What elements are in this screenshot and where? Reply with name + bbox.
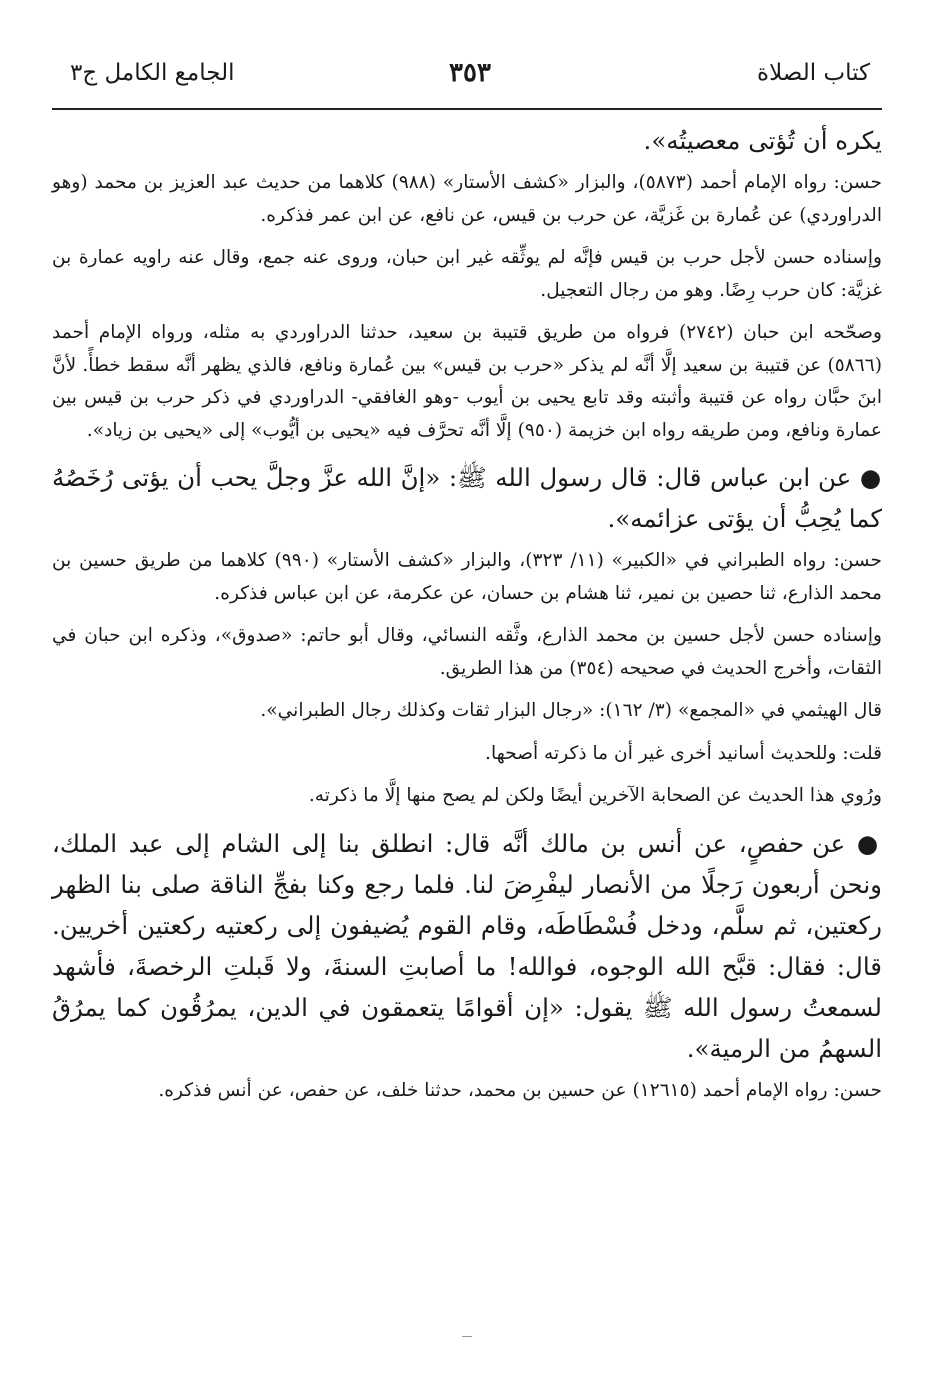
paragraph-text: وصحّحه ابن حبان (٢٧٤٢) فرواه من طريق قتيبة بن سعيد، حدثنا الدراوردي به مثله، ورواه الإمام أحمد (٥٨٦٦) عن قتيبة بن سعيد إلَّا أنَّه لم يذكر «حرب بن قيس» بين عُمارة ونافع، فالذي يظهر أنَّه سقط خطأً. لأنَّ ابنَ حبَّان رواه عن قتيبة وأثبته وقد تابع يحيى بن أيوب -وهو الغافقي- الدراوردي في ذكر حرب بن قيس بين عمارة ونافع، ومن طريقه رواه ابن خزيمة (٩٥٠) إلَّا أنَّه تحرَّف فيه «يحيى بن أيُّوب» إلى «يحيى بن زياد». <box>52 322 882 441</box>
paragraph-text: عن ابن عباس قال: قال رسول الله ﷺ: «إنَّ الله عزَّ وجلَّ يحب أن يؤتى رُخَصُهُ كما يُحِبُّ أن يؤتى عزائمه». <box>52 463 882 533</box>
paragraph-text: وإسناده حسن لأجل حرب بن قيس فإنَّه لم يوثِّقه غير ابن حبان، وروى عنه جمع، وقال عنه راويه عمارة بن غزيَّة: كان حرب رِضًا. وهو من رجال التعجيل. <box>52 247 882 301</box>
footer-mark <box>462 1336 472 1337</box>
hadith-text <box>52 457 882 539</box>
paragraph-text: عن حفصٍ، عن أنس بن مالك أنَّه قال: انطلق بنا إلى الشام إلى عبد الملك، ونحن أربعون رَجلًا من الأنصار ليفْرِضَ لنا. فلما رجع وكنا بفجِّ الناقة صلى بنا الظهر ركعتين، ثم سلَّم، ودخل فُسْطَاطَه، وقام القوم يُضيفون إلى ركعتيه ركعتين أخريين. قال: فقال: قبَّح الله الوجوه، فوالله! ما أصابتِ السنةَ، ولا قَبلتِ الرخصةَ، فأشهد لسمعتُ رسول الله ﷺ يقول: «إن أقوامًا يتعمقون في الدين، يمرُقُون كما يمرُقُ السهمُ من الرمية». <box>52 828 882 1063</box>
paragraph-text: حسن: رواه الإمام أحمد (١٢٦١٥) عن حسين بن محمد، حدثنا خلف، عن حفص، عن أنس فذكره. <box>158 1079 882 1101</box>
page-number: ٣٥٣ <box>449 58 491 88</box>
takhrij-note <box>52 242 882 307</box>
paragraph-text: وإسناده حسن لأجل حسين بن محمد الذارع، وثَّقه النسائي، وقال أبو حاتم: «صدوق»، وذكره ابن حبان في الثقات، وأخرج الحديث في صحيحه (٣٥٤) من هذا الطريق. <box>52 625 882 679</box>
takhrij-note <box>52 167 882 232</box>
takhrij-note <box>52 695 882 728</box>
book-title: كتاب الصلاة <box>757 60 870 86</box>
page-header <box>70 60 870 100</box>
bullet-marker: ● <box>859 463 882 492</box>
takhrij-note <box>52 545 882 610</box>
header-rule <box>52 108 882 110</box>
paragraph-text: حسن: رواه الطبراني في «الكبير» (١١/ ٣٢٣)، والبزار «كشف الأستار» (٩٩٠) كلاهما من طريق حسين بن محمد الذارع، ثنا حصين بن نمير، ثنا هشام بن حسان، عن عكرمة، عن ابن عباس فذكره. <box>52 550 882 604</box>
takhrij-note <box>52 317 882 447</box>
paragraph-text: قلت: وللحديث أسانيد أخرى غير أن ما ذكرته أصحها. <box>485 742 882 764</box>
page-body <box>52 120 882 1117</box>
hadith-text <box>52 823 882 1069</box>
takhrij-note <box>52 738 882 771</box>
paragraph-text: قال الهيثمي في «المجمع» (٣/ ١٦٢): «رجال البزار ثقات وكذلك رجال الطبراني». <box>260 700 882 721</box>
takhrij-note <box>52 1075 882 1108</box>
paragraph-text: ورُوي هذا الحديث عن الصحابة الآخرين أيضًا ولكن لم يصح منها إلَّا ما ذكرته. <box>308 785 882 806</box>
bullet-marker: ● <box>856 828 882 858</box>
volume-title: الجامع الكامل ج٣ <box>70 60 235 86</box>
takhrij-note <box>52 780 882 813</box>
paragraph-text: حسن: رواه الإمام أحمد (٥٨٧٣)، والبزار «كشف الأستار» (٩٨٨) كلاهما من حديث عبد العزيز بن محمد (وهو الدراوردي) عن عُمارة بن غَزيَّة، عن حرب بن قيس، عن نافع، عن ابن عمر فذكره. <box>52 172 882 226</box>
takhrij-note <box>52 620 882 685</box>
paragraph-text: يكره أن تُؤتى معصيتُه». <box>643 126 882 155</box>
hadith-text <box>52 120 882 161</box>
